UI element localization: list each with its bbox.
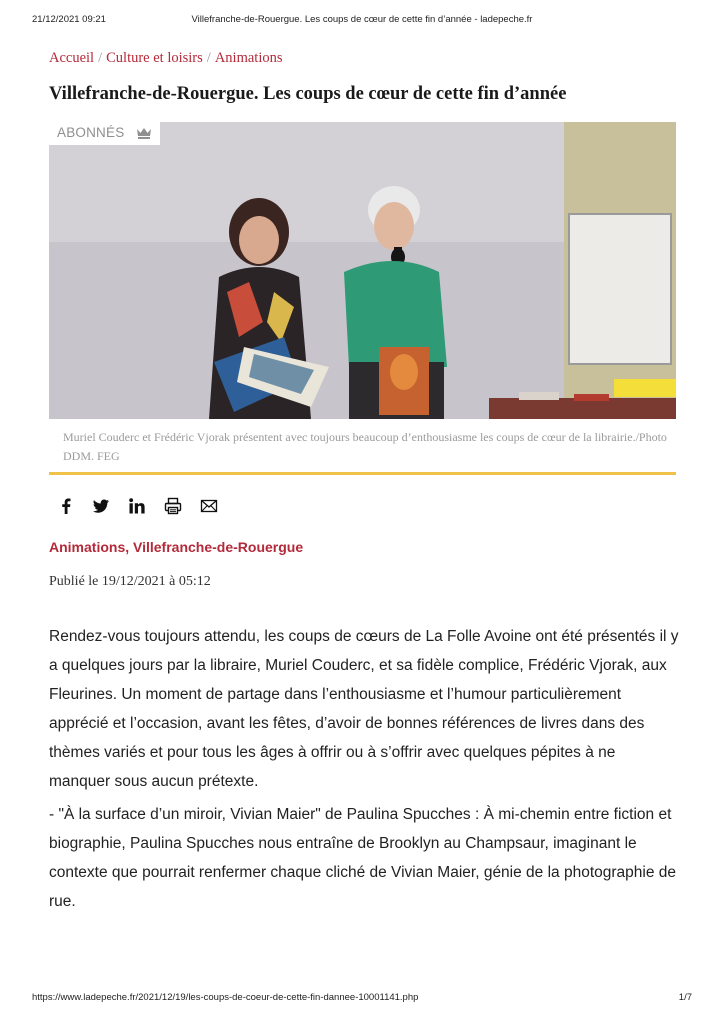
breadcrumb-home[interactable]: Accueil (49, 50, 95, 66)
linkedin-icon[interactable] (128, 497, 146, 515)
article-categories (49, 539, 303, 555)
print-datetime: 21/12/2021 09:21 (32, 14, 106, 25)
subscribers-badge-label: ABONNÉS (57, 125, 125, 140)
twitter-icon[interactable] (92, 497, 110, 515)
article-paragraph: - "À la surface d’un miroir, Vivian Maier" de Paulina Spucches : À mi-chemin entre fiction et biographie, Paulina Spucches nous entraîne de Brooklyn au Champsaur, imaginant le contexte que pourrait renfermer chaque cliché de Vivian Maier, génie de la photographie de rue. (49, 806, 677, 910)
mail-icon[interactable] (200, 497, 218, 515)
breadcrumb-separator: / (98, 50, 103, 66)
photo-caption: Muriel Couderc et Frédéric Vjorak présentent avec toujours beaucoup d’enthousiasme les coups de cœur de la librairie./Photo DDM. FEG (63, 430, 667, 463)
print-page-number: 1/7 (678, 992, 692, 1003)
article-photo-illustration (49, 122, 676, 419)
category-separator: , (125, 539, 134, 555)
print-page-title: Villefranche-de-Rouergue. Les coups de cœur de cette fin d’année - ladepeche.fr (191, 14, 533, 25)
category-villefranche-link[interactable]: Villefranche-de-Rouergue (133, 539, 304, 555)
print-icon[interactable] (164, 497, 182, 515)
facebook-icon[interactable] (57, 497, 75, 515)
breadcrumb-animations[interactable]: Animations (214, 50, 283, 66)
subscribers-badge (49, 122, 160, 145)
crown-icon (136, 127, 152, 139)
article-photo[interactable] (49, 122, 676, 419)
article-body (49, 622, 679, 920)
breadcrumb-culture[interactable]: Culture et loisirs (106, 50, 203, 66)
print-footer (32, 992, 692, 1006)
category-animations-link[interactable]: Animations (49, 539, 126, 555)
print-header (32, 14, 692, 28)
article-title: Villefranche-de-Rouergue. Les coups de cœur de cette fin d’année (49, 84, 567, 104)
breadcrumb-separator: / (206, 50, 211, 66)
print-footer-url: https://www.ladepeche.fr/2021/12/19/les-coups-de-coeur-de-cette-fin-dannee-10001141.php (32, 992, 419, 1003)
breadcrumb (49, 50, 283, 67)
article-paragraph: Rendez-vous toujours attendu, les coups de cœurs de La Folle Avoine ont été présentés il y a quelques jours par la libraire, Muriel Couderc, et sa fidèle complice, Frédéric Vjorak, aux Fleurines. Un moment de partage dans l’enthousiasme et l’humour particulièrement apprécié et l’occasion, avant les fêtes, d’avoir de bonnes références de livres dans des thèmes variés et pour tous les âges à offrir ou à s’offrir avec quelques pépites à ne manquer sous aucun prétexte. (49, 628, 679, 790)
publish-date: Publié le 19/12/2021 à 05:12 (49, 574, 211, 589)
caption-divider (49, 472, 676, 475)
